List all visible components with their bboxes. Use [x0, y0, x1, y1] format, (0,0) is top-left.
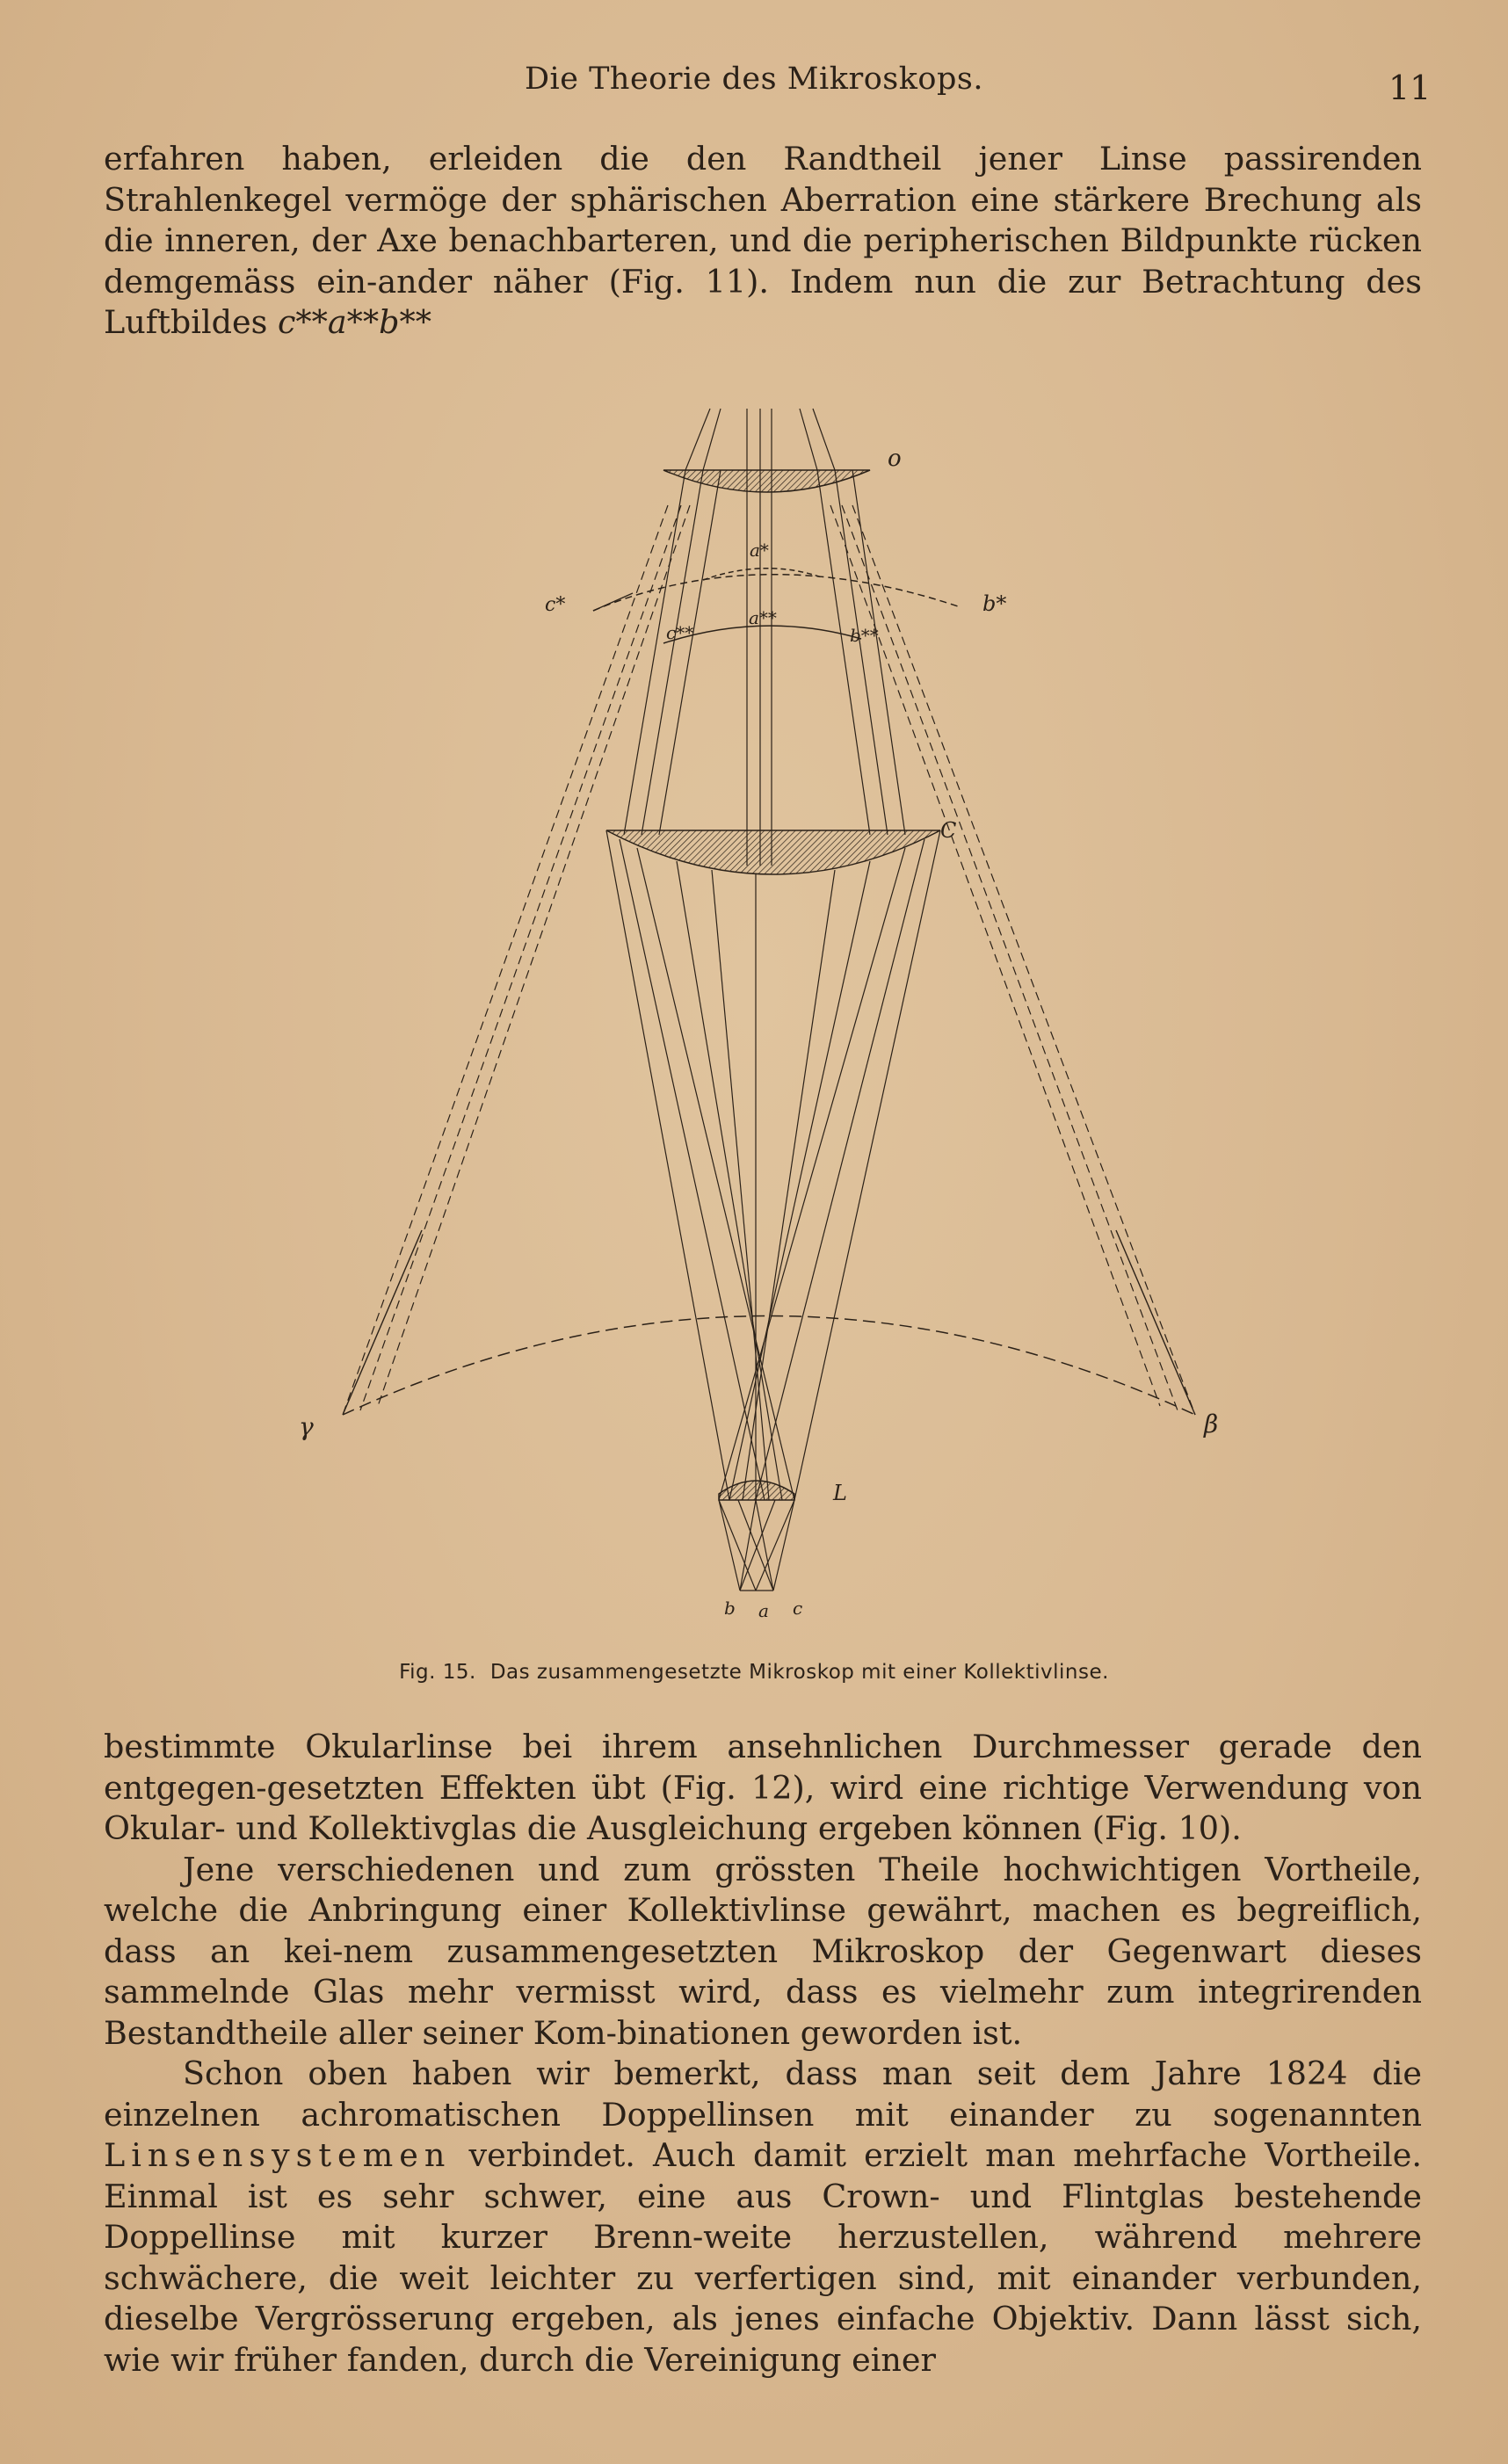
label-c-star: c*	[545, 594, 566, 616]
microscope-ray-diagram	[290, 391, 1248, 1621]
label-a-bottom: a	[758, 1600, 769, 1621]
paragraph-3	[104, 2054, 1422, 2381]
label-a-star: a*	[750, 540, 769, 561]
rays-lower	[606, 830, 940, 1500]
top-paragraph-text: erfahren haben, erleiden die den Randtheil jener Linse passirenden Strahlenkegel vermöge der sphärischen Aberration eine stärkere Brechung als die inneren, der Axe benachbarteren, und die peripherischen Bildpunkte rücken demgemäss ein-ander näher (Fig. 11). Indem nun die zur Betrachtung des Luftbildes	[104, 140, 1422, 341]
figure-number: Fig. 15.	[399, 1661, 476, 1684]
label-gamma: γ	[299, 1412, 314, 1441]
label-a-starstar: a**	[749, 607, 777, 628]
eye-lens	[663, 470, 870, 492]
luftbild-symbol: c**a**b**	[277, 303, 432, 341]
label-b-bottom: b	[724, 1598, 736, 1619]
label-c-bottom: c	[793, 1598, 803, 1619]
collective-lens	[606, 830, 940, 874]
figure-caption-text: Das zusammengesetzte Mikroskop mit einer Kollektivlinse.	[489, 1661, 1109, 1684]
paragraph-3-end: verbindet. Auch damit erzielt man mehrfache Vortheile. Einmal ist es sehr schwer, eine aus Crown- und Flintglas bestehende Doppellinse mit kurzer Brenn-weite herzustellen, während mehrere schwächere, die weit leichter zu verfertigen sind, mit einander verbunden, dieselbe Vergrösserung ergeben, als jenes einfache Objektiv. Dann lässt sich, wie wir früher fanden, durch die Vereinigung einer	[104, 2136, 1422, 2379]
paragraph-3-start: Schon oben haben wir bemerkt, dass man seit dem Jahre 1824 die einzelnen achromatischen Doppellinsen mit einander zu sogenannten	[104, 2055, 1422, 2134]
label-c-starstar: c**	[666, 622, 694, 643]
rays-virtual	[343, 505, 1195, 1415]
image-arc-star	[593, 575, 958, 611]
label-o: o	[888, 446, 902, 472]
rays-object	[719, 1500, 794, 1591]
page-number: 11	[1388, 69, 1432, 107]
paragraph-2: Jene verschiedenen und zum grössten Theile hochwichtigen Vortheile, welche die Anbringung einer Kollektivlinse gewährt, machen es begreiflich, dass an kei-nem zusammengesetzten Mikroskop der Gegenwart dieses sammelnde Glas mehr vermisst wird, dass es vielmehr zum integrirenden Bestandtheile aller seiner Kom-binationen geworden ist.	[104, 1850, 1422, 2052]
body-text	[104, 1727, 1422, 2381]
label-C: C	[940, 818, 957, 843]
running-head: Die Theorie des Mikroskops.	[524, 62, 983, 97]
label-L: L	[833, 1481, 847, 1505]
top-paragraph	[104, 139, 1422, 344]
label-beta: β	[1204, 1410, 1219, 1439]
figure-caption	[0, 1661, 1508, 1684]
paragraph-1: bestimmte Okularlinse bei ihrem ansehnlichen Durchmesser gerade den entgegen-gesetzten Effekten übt (Fig. 12), wird eine richtige Verwendung von Okular- und Kollektivglas die Ausgleichung ergeben können (Fig. 10).	[104, 1728, 1422, 1847]
image-arc-final	[343, 1316, 1195, 1416]
label-b-star: b*	[982, 591, 1007, 616]
label-b-starstar: b**	[850, 625, 879, 646]
paragraph-3-emphasis: Linsensystemen	[104, 2136, 452, 2174]
